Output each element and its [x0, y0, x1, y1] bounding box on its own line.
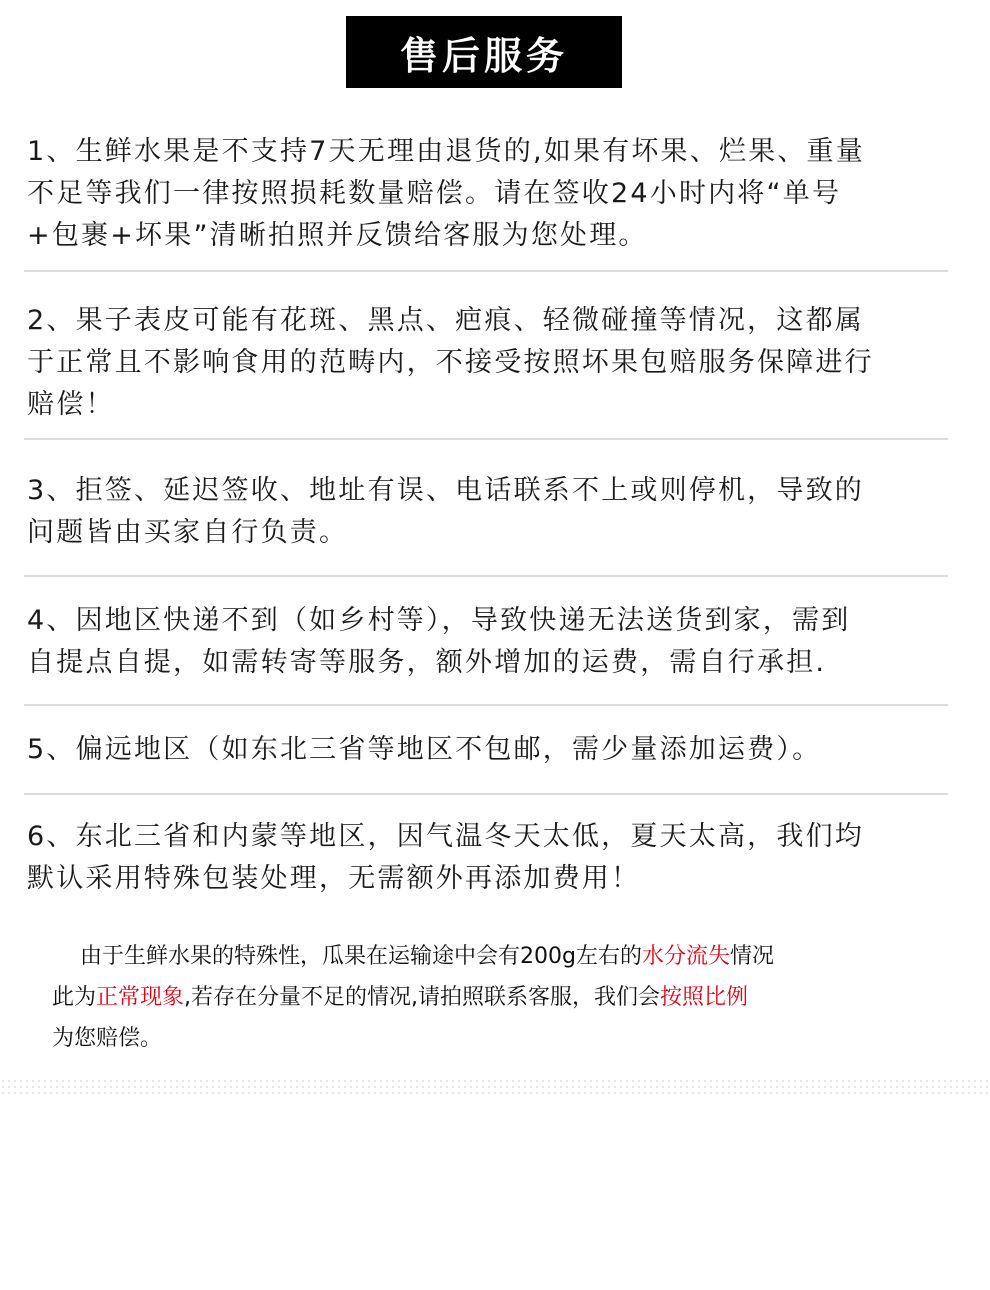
- note-highlight: 水分流失: [641, 944, 730, 969]
- policy-line: 3、拒签、延迟签收、地址有误、电话联系不上或则停机，导致的: [27, 475, 864, 506]
- compensation-note: [52, 936, 952, 1059]
- divider: [24, 704, 948, 706]
- policy-line: 于正常且不影响食用的范畴内，不接受按照坏果包赔服务保障进行: [27, 347, 874, 378]
- policy-line: 2、果子表皮可能有花斑、黑点、疤痕、轻微碰撞等情况，这都属: [27, 305, 864, 336]
- note-line-3: 为您赔偿。: [52, 1026, 163, 1051]
- policy-line: 问题皆由买家自行负责。: [27, 517, 349, 548]
- policy-item-6: [27, 816, 957, 900]
- policy-item-2: [27, 300, 957, 426]
- policy-line: 赔偿！: [27, 389, 115, 420]
- policy-item-4: [27, 600, 957, 684]
- policy-item-3: [27, 470, 957, 554]
- divider: [24, 575, 948, 577]
- note-highlight: 正常现象: [96, 985, 185, 1010]
- policy-line: 默认采用特殊包装处理，无需额外再添加费用！: [27, 863, 641, 894]
- note-line-1: [52, 936, 952, 977]
- policy-line: 4、因地区快递不到（如乡村等），导致快递无法送货到家，需到: [27, 605, 851, 636]
- page-title: 售后服务: [346, 16, 622, 88]
- note-line-2: [52, 977, 952, 1018]
- policy-line: 1、生鲜水果是不支持7天无理由退货的,如果有坏果、烂果、重量: [27, 136, 865, 167]
- note-text: 由于生鲜水果的特殊性，瓜果在运输途中会有200g左右的: [80, 944, 642, 969]
- divider: [24, 438, 948, 440]
- note-highlight: 按照比例: [660, 985, 749, 1010]
- note-text: 情况: [729, 944, 774, 969]
- policy-line: 自提点自提，如需转寄等服务，额外增加的运费，需自行承担.: [27, 647, 827, 678]
- divider: [24, 793, 948, 795]
- divider: [24, 270, 948, 272]
- policy-line: 不足等我们一律按照损耗数量赔偿。请在签收24小时内将“单号: [27, 178, 842, 209]
- policy-item-5: [27, 729, 957, 771]
- policy-line: +包裹+坏果”清晰拍照并反馈给客服为您处理。: [27, 220, 648, 251]
- policy-line: 6、东北三省和内蒙等地区，因气温冬天太低，夏天太高，我们均: [27, 821, 864, 852]
- policy-item-1: [27, 131, 957, 257]
- note-text: ,若存在分量不足的情况,请拍照联系客服，我们会: [184, 985, 661, 1010]
- note-text: 此为: [52, 985, 97, 1010]
- policy-line: 5、偏远地区（如东北三省等地区不包邮，需少量添加运费）。: [27, 734, 822, 765]
- dotted-separator: [0, 1078, 990, 1098]
